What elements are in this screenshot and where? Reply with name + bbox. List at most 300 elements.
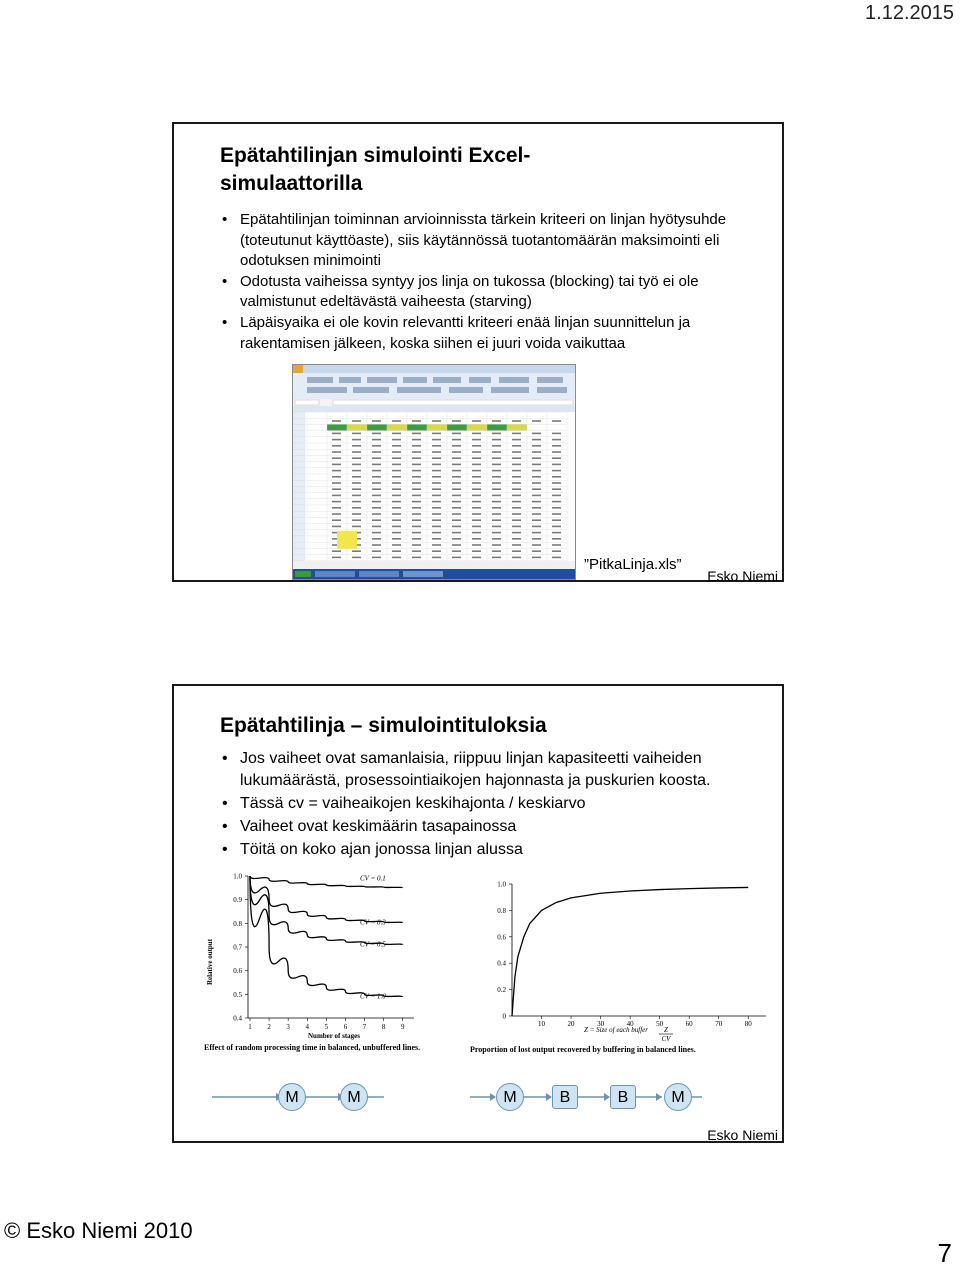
chart-2-xtick-label: 80 xyxy=(744,1020,752,1028)
excel-cell-value xyxy=(532,526,541,528)
slide-2 xyxy=(172,684,784,1143)
excel-cell-value xyxy=(332,445,341,447)
excel-cell xyxy=(507,412,527,418)
bullet-item: • Jos vaiheet ovat samanlaisia, riippuu linjan kapasiteetti vaiheiden lukumäärästä, prosessointiaikojen hajonnasta ja puskurien koosta. xyxy=(220,748,780,791)
excel-cell-value xyxy=(352,519,361,521)
excel-cell-value xyxy=(392,433,401,435)
excel-cell-value xyxy=(532,544,541,546)
excel-cell xyxy=(307,424,327,430)
excel-cell-value xyxy=(452,464,461,466)
excel-cell-value xyxy=(472,526,481,528)
slide-1-title xyxy=(220,142,530,198)
excel-cell-value xyxy=(432,513,441,515)
excel-cell-value xyxy=(492,439,501,441)
chart-1-xtick-label: 9 xyxy=(400,1023,405,1031)
excel-cell-value xyxy=(552,470,561,472)
excel-cell-value xyxy=(472,439,481,441)
excel-cell xyxy=(307,517,327,523)
excel-cell-value xyxy=(372,519,381,521)
excel-cell-value xyxy=(552,476,561,478)
excel-cell-value xyxy=(372,470,381,472)
excel-cell-value xyxy=(432,433,441,435)
chart-1-xtick-label: 8 xyxy=(381,1023,386,1031)
excel-row-header xyxy=(293,449,305,455)
excel-cell-value xyxy=(552,433,561,435)
slide-2-author: Esko Niemi xyxy=(707,1127,778,1143)
chart-2-xlabel-den: CV xyxy=(661,1035,671,1043)
excel-cell-value xyxy=(532,433,541,435)
excel-cell-value xyxy=(392,495,401,497)
excel-row-header xyxy=(293,462,305,468)
excel-cell-value xyxy=(372,482,381,484)
excel-cell-value xyxy=(412,519,421,521)
excel-cell-value xyxy=(452,519,461,521)
excel-cell xyxy=(547,424,567,430)
excel-cell-value xyxy=(332,495,341,497)
excel-cell-value xyxy=(372,464,381,466)
excel-cell-value xyxy=(412,470,421,472)
chart-1-ylabel: Relative output xyxy=(206,938,214,986)
excel-cell xyxy=(327,424,347,430)
excel-cell-value xyxy=(512,464,521,466)
excel-cell-value xyxy=(392,544,401,546)
excel-cell xyxy=(307,412,327,418)
chart-2-ytick-label: 0.8 xyxy=(497,906,506,915)
excel-cell-value xyxy=(532,470,541,472)
excel-cell-value xyxy=(332,420,341,422)
excel-cell-value xyxy=(452,488,461,490)
chart-1-xtick-label: 3 xyxy=(286,1023,290,1031)
excel-cell-value xyxy=(372,445,381,447)
excel-cell-value xyxy=(332,550,341,552)
excel-cell-value xyxy=(332,507,341,509)
chart-1-xtick-label: 5 xyxy=(324,1023,329,1031)
chart-1-series-label: CV = 0.3 xyxy=(360,918,386,927)
excel-cell-value xyxy=(452,513,461,515)
excel-cell-value xyxy=(352,526,361,528)
excel-cell-value xyxy=(512,433,521,435)
excel-cell-value xyxy=(352,507,361,509)
copyright: © Esko Niemi 2010 xyxy=(4,1218,193,1243)
excel-cell-value xyxy=(332,439,341,441)
excel-cell-value xyxy=(412,532,421,534)
chart-1-xtick-label: 1 xyxy=(248,1023,252,1031)
file-caption: ”PitkaLinja.xls” xyxy=(584,556,682,573)
excel-cell-value xyxy=(492,550,501,552)
excel-cell xyxy=(307,542,327,548)
excel-cell-value xyxy=(352,550,361,552)
excel-cell-value xyxy=(372,507,381,509)
excel-cell-value xyxy=(412,457,421,459)
excel-cell-value xyxy=(492,457,501,459)
excel-cell-value xyxy=(452,457,461,459)
excel-highlight xyxy=(337,531,357,549)
excel-cell-value xyxy=(552,482,561,484)
excel-cell-value xyxy=(412,439,421,441)
excel-cell-value xyxy=(452,470,461,472)
excel-cell-value xyxy=(492,507,501,509)
excel-cell-value xyxy=(492,544,501,546)
excel-cell xyxy=(347,412,367,418)
excel-cell-value xyxy=(392,507,401,509)
excel-cell-value xyxy=(412,513,421,515)
excel-cell-value xyxy=(392,550,401,552)
excel-cell-value xyxy=(512,532,521,534)
excel-cell xyxy=(447,424,467,430)
excel-cell-value xyxy=(472,470,481,472)
excel-cell-value xyxy=(432,482,441,484)
excel-cell-value xyxy=(552,532,561,534)
excel-cell-value xyxy=(372,457,381,459)
excel-cell-value xyxy=(512,457,521,459)
excel-cell-value xyxy=(512,507,521,509)
excel-cell-value xyxy=(432,532,441,534)
excel-cell-value xyxy=(352,420,361,422)
excel-cell-value xyxy=(352,513,361,515)
chart-1-ytick-label: 0.5 xyxy=(233,990,242,999)
excel-row-header xyxy=(293,524,305,530)
buffer-node: B xyxy=(610,1085,636,1109)
excel-row-header xyxy=(293,424,305,430)
excel-cell-value xyxy=(552,501,561,503)
excel-cell-value xyxy=(332,526,341,528)
excel-cell-value xyxy=(552,488,561,490)
chart-2-ytick-label: 0 xyxy=(502,1012,506,1021)
excel-cell-value xyxy=(532,476,541,478)
excel-cell-value xyxy=(492,557,501,559)
slide-2-bullets xyxy=(220,748,780,862)
excel-cell xyxy=(407,412,427,418)
excel-cell-value xyxy=(532,532,541,534)
machine-node: M xyxy=(340,1083,368,1111)
excel-cell-value xyxy=(492,519,501,521)
excel-cell-value xyxy=(372,538,381,540)
excel-cell-value xyxy=(352,445,361,447)
excel-cell-value xyxy=(472,433,481,435)
excel-row-header xyxy=(293,511,305,517)
excel-row-header xyxy=(293,412,305,418)
excel-cell-value xyxy=(412,464,421,466)
excel-cell-value xyxy=(452,544,461,546)
chart-1-series-line xyxy=(250,876,403,997)
excel-cell-value xyxy=(392,538,401,540)
excel-cell-value xyxy=(552,464,561,466)
excel-cell-value xyxy=(412,544,421,546)
excel-cell xyxy=(387,412,407,418)
excel-cell xyxy=(307,505,327,511)
excel-cell-value xyxy=(432,538,441,540)
excel-cell-value xyxy=(512,495,521,497)
excel-cell-value xyxy=(552,457,561,459)
chart-2-xtick-label: 60 xyxy=(685,1020,693,1028)
excel-cell-value xyxy=(372,439,381,441)
excel-cell-value xyxy=(452,557,461,559)
excel-cell xyxy=(307,555,327,561)
excel-cell-value xyxy=(372,433,381,435)
excel-cell-value xyxy=(392,476,401,478)
excel-cell-value xyxy=(392,451,401,453)
excel-cell-value xyxy=(412,433,421,435)
excel-cell-value xyxy=(412,420,421,422)
excel-cell xyxy=(467,424,487,430)
excel-cell xyxy=(307,524,327,530)
excel-cell-value xyxy=(392,557,401,559)
excel-cell-value xyxy=(472,420,481,422)
excel-cell-value xyxy=(512,445,521,447)
excel-cell-value xyxy=(412,550,421,552)
chart-2-xlabel-num: Z xyxy=(664,1026,668,1034)
excel-row-header xyxy=(293,437,305,443)
excel-row-header xyxy=(293,548,305,554)
excel-cell-value xyxy=(332,519,341,521)
excel-cell xyxy=(307,455,327,461)
excel-cell-value xyxy=(532,501,541,503)
excel-cell-value xyxy=(352,476,361,478)
excel-cell-value xyxy=(352,482,361,484)
excel-cell-value xyxy=(452,501,461,503)
chart-2-xlabel: Z = Size of each buffer xyxy=(583,1026,649,1034)
excel-cell-value xyxy=(452,495,461,497)
excel-cell-value xyxy=(552,538,561,540)
excel-cell-value xyxy=(332,451,341,453)
excel-cell-value xyxy=(532,445,541,447)
excel-cell-value xyxy=(372,526,381,528)
excel-cell-value xyxy=(412,557,421,559)
excel-screenshot-image xyxy=(293,365,575,579)
excel-cell xyxy=(527,412,547,418)
excel-cell-value xyxy=(512,557,521,559)
excel-cell-value xyxy=(532,482,541,484)
excel-row-header xyxy=(293,517,305,523)
excel-cell-value xyxy=(552,550,561,552)
excel-cell-value xyxy=(412,451,421,453)
bullet-item: • Tässä cv = vaiheaikojen keskihajonta / keskiarvo xyxy=(220,793,780,815)
excel-cell-value xyxy=(372,495,381,497)
machine-node: M xyxy=(496,1083,524,1111)
excel-row-header xyxy=(293,443,305,449)
excel-cell-value xyxy=(332,513,341,515)
excel-cell-value xyxy=(452,433,461,435)
excel-row-header xyxy=(293,505,305,511)
excel-cell-value xyxy=(452,550,461,552)
excel-cell-value xyxy=(472,464,481,466)
chart-2-series xyxy=(512,887,748,1016)
buffer-node: B xyxy=(552,1085,578,1109)
excel-cell xyxy=(387,424,407,430)
excel-cell-value xyxy=(532,538,541,540)
excel-cell-value xyxy=(392,420,401,422)
excel-cell-value xyxy=(352,557,361,559)
excel-cell-value xyxy=(432,420,441,422)
excel-cell-value xyxy=(432,439,441,441)
excel-cell-value xyxy=(512,526,521,528)
excel-cell-value xyxy=(332,482,341,484)
chart-2-xtick-label: 40 xyxy=(626,1020,634,1028)
slide-1-title-line1: Epätahtilinjan simulointi Excel- xyxy=(220,144,531,167)
excel-cell-value xyxy=(492,445,501,447)
excel-cell-value xyxy=(392,526,401,528)
excel-row-header xyxy=(293,499,305,505)
excel-cell-value xyxy=(352,457,361,459)
excel-row-header xyxy=(293,530,305,536)
excel-cell-value xyxy=(532,519,541,521)
excel-row-header xyxy=(293,493,305,499)
excel-cell-value xyxy=(412,501,421,503)
slide-1-title-line2: simulaattorilla xyxy=(220,172,363,195)
chart-2-ytick-label: 0.4 xyxy=(497,959,506,968)
excel-cell xyxy=(427,424,447,430)
excel-cell-value xyxy=(472,513,481,515)
excel-cell-value xyxy=(472,519,481,521)
chart-1-ytick-label: 0.8 xyxy=(233,919,242,928)
excel-cell xyxy=(307,449,327,455)
excel-row-header xyxy=(293,480,305,486)
excel-row-header xyxy=(293,455,305,461)
excel-cell-value xyxy=(452,476,461,478)
chart-1-xtick-label: 6 xyxy=(343,1023,348,1031)
excel-row-header xyxy=(293,468,305,474)
excel-cell-value xyxy=(472,457,481,459)
chart-1-series-label: CV = 0.1 xyxy=(360,874,386,883)
excel-cell-value xyxy=(372,550,381,552)
excel-cell-value xyxy=(532,420,541,422)
chart-2-xtick-label: 50 xyxy=(656,1020,664,1028)
excel-cell-value xyxy=(472,495,481,497)
excel-cell-value xyxy=(432,501,441,503)
excel-cell-value xyxy=(492,532,501,534)
excel-cell-value xyxy=(372,488,381,490)
excel-cell xyxy=(407,424,427,430)
excel-cell-value xyxy=(512,451,521,453)
excel-cell-value xyxy=(432,557,441,559)
excel-cell xyxy=(347,424,367,430)
excel-cell-value xyxy=(492,538,501,540)
excel-cell-value xyxy=(552,451,561,453)
excel-cell-value xyxy=(472,550,481,552)
excel-row-header xyxy=(293,536,305,542)
excel-cell-value xyxy=(432,550,441,552)
excel-cell-value xyxy=(472,532,481,534)
machine-node: M xyxy=(278,1083,306,1111)
excel-cell-value xyxy=(492,470,501,472)
excel-cell-value xyxy=(552,557,561,559)
excel-row-header xyxy=(293,555,305,561)
excel-cell-value xyxy=(512,482,521,484)
chart-1-ytick-label: 1.0 xyxy=(233,872,242,881)
excel-cell xyxy=(307,437,327,443)
excel-cell-value xyxy=(472,544,481,546)
bullet-item: • Läpäisyaika ei ole kovin relevantti kriteeri enää linjan suunnittelun ja rakentamisen jälkeen, koska siihen ei juuri voida vaikuttaa xyxy=(220,313,740,354)
excel-cell-value xyxy=(492,476,501,478)
chart-1-ytick-label: 0.6 xyxy=(233,967,242,976)
excel-cell-value xyxy=(552,544,561,546)
excel-cell-value xyxy=(392,488,401,490)
chart-1-xtick-label: 7 xyxy=(362,1023,367,1031)
excel-cell-value xyxy=(472,476,481,478)
slide-1-bullets xyxy=(220,210,740,354)
slide-2-title: Epätahtilinja – simulointituloksia xyxy=(220,714,547,737)
bullet-item: • Odotusta vaiheissa syntyy jos linja on tukossa (blocking) tai työ ei ole valmistunut edeltävästä vaiheesta (starving) xyxy=(220,272,740,313)
excel-cell-value xyxy=(512,488,521,490)
excel-cell xyxy=(427,412,447,418)
excel-cell-value xyxy=(392,445,401,447)
excel-cell-value xyxy=(532,439,541,441)
excel-cell-value xyxy=(472,445,481,447)
excel-cell-value xyxy=(372,532,381,534)
excel-cell-value xyxy=(412,538,421,540)
excel-cell xyxy=(307,499,327,505)
bullet-item: • Epätahtilinjan toiminnan arvioinnissta tärkein kriteeri on linjan hyötysuhde (toteutunut käyttöaste), siis käytännössä tuotantomäärän maksimointi eli odotuksen minimointi xyxy=(220,210,740,272)
chart-1-xtick-label: 2 xyxy=(267,1023,271,1031)
chart-1-xlabel: Number of stages xyxy=(308,1032,360,1040)
excel-cell-value xyxy=(492,488,501,490)
excel-cell-value xyxy=(432,457,441,459)
excel-cell-value xyxy=(512,470,521,472)
excel-cell-value xyxy=(552,445,561,447)
chart-2-title: Proportion of lost output recovered by buffering in balanced lines. xyxy=(470,1045,696,1054)
slide-1 xyxy=(172,122,784,582)
excel-cell-value xyxy=(372,501,381,503)
page-number: 7 xyxy=(937,1238,952,1268)
excel-cell-value xyxy=(412,526,421,528)
excel-cell xyxy=(307,548,327,554)
excel-cell-value xyxy=(492,526,501,528)
chart-2-xtick-label: 70 xyxy=(715,1020,723,1028)
excel-cell-value xyxy=(552,495,561,497)
excel-cell-value xyxy=(392,439,401,441)
excel-cell-value xyxy=(352,439,361,441)
excel-cell-value xyxy=(412,507,421,509)
slide-1-author: Esko Niemi xyxy=(707,568,778,584)
excel-cell-value xyxy=(512,519,521,521)
excel-cell-value xyxy=(492,433,501,435)
excel-cell-value xyxy=(452,538,461,540)
excel-cell xyxy=(307,443,327,449)
excel-cell-value xyxy=(392,519,401,521)
chart-2-xtick-label: 10 xyxy=(538,1020,546,1028)
excel-cell-value xyxy=(432,526,441,528)
excel-cell xyxy=(467,412,487,418)
excel-cell-value xyxy=(452,451,461,453)
chart-1-xtick-label: 4 xyxy=(305,1023,310,1031)
excel-cell xyxy=(527,424,547,430)
excel-cell-value xyxy=(492,501,501,503)
excel-cell-value xyxy=(432,470,441,472)
excel-cell xyxy=(307,493,327,499)
chart-1-series-label: CV = 0.5 xyxy=(360,940,386,949)
excel-cell-value xyxy=(332,501,341,503)
chart-2-ytick-label: 0.2 xyxy=(497,986,506,995)
excel-cell-value xyxy=(452,420,461,422)
excel-cell-value xyxy=(472,488,481,490)
excel-cell-value xyxy=(512,420,521,422)
excel-cell-value xyxy=(492,451,501,453)
excel-cell xyxy=(307,462,327,468)
excel-cell-value xyxy=(552,439,561,441)
excel-cell-value xyxy=(372,557,381,559)
excel-cell-value xyxy=(332,488,341,490)
excel-cell xyxy=(307,480,327,486)
chart-1-ytick-label: 0.7 xyxy=(233,943,242,952)
excel-cell-value xyxy=(392,513,401,515)
excel-cell-value xyxy=(412,445,421,447)
excel-cell-value xyxy=(492,482,501,484)
excel-cell-value xyxy=(532,451,541,453)
excel-cell-value xyxy=(532,550,541,552)
excel-row-header xyxy=(293,542,305,548)
chart-2-ytick-label: 0.6 xyxy=(497,933,506,942)
excel-cell xyxy=(547,412,567,418)
